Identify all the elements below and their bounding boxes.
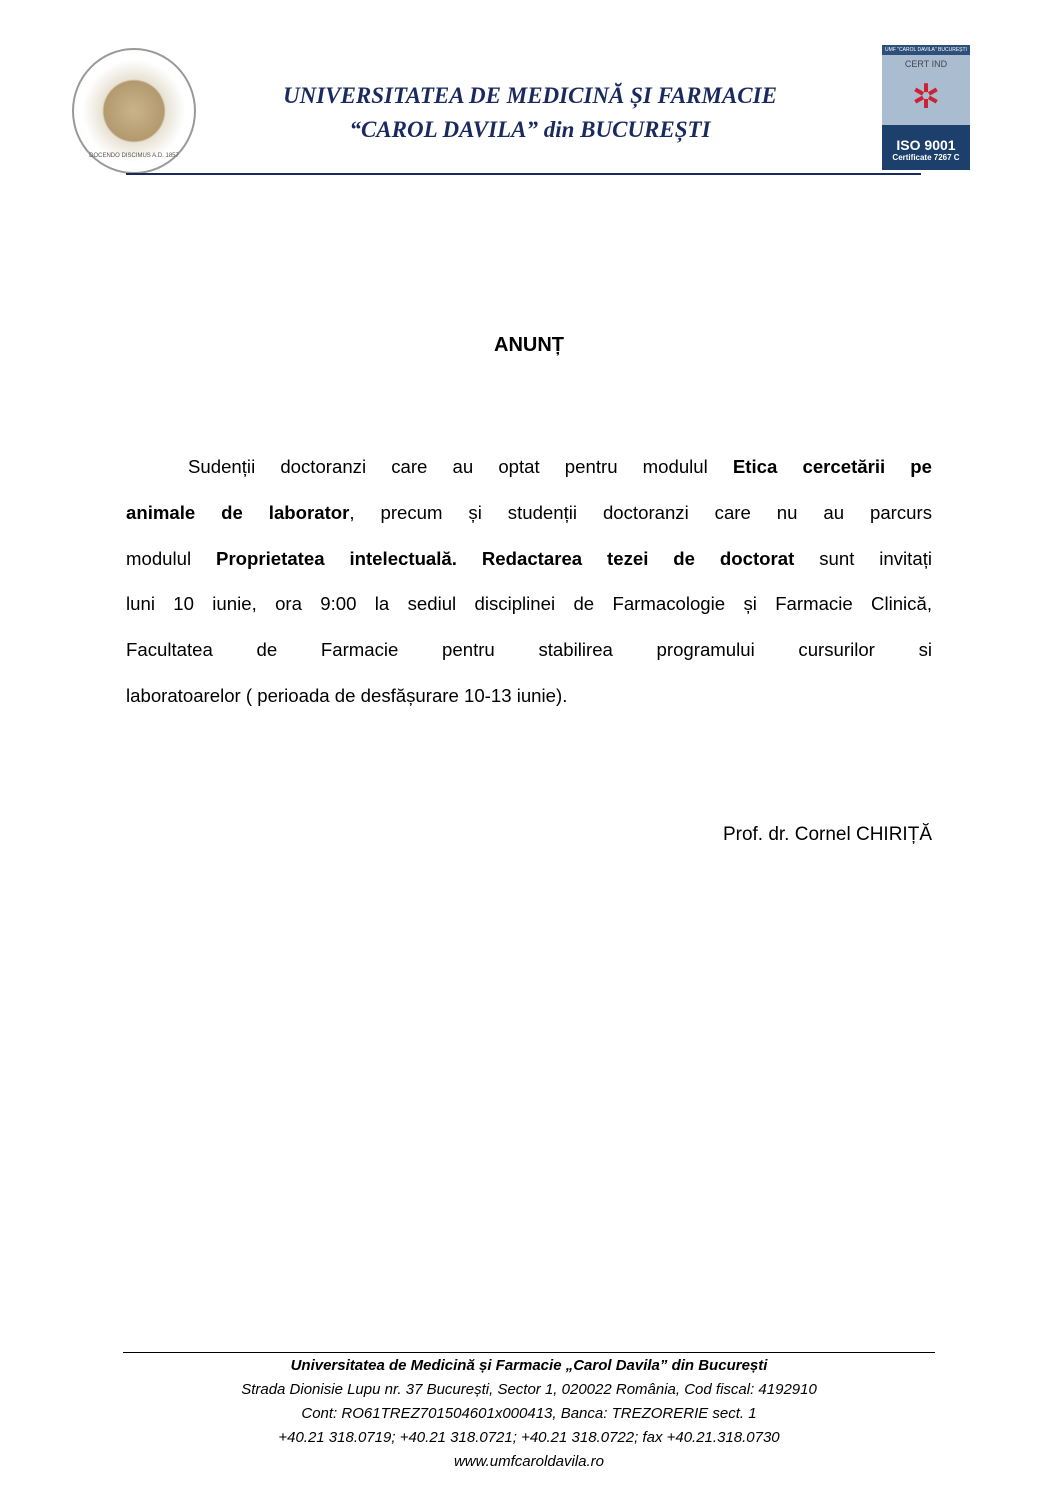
footer-divider xyxy=(123,1352,935,1353)
bold-text: Proprietatea intelectuală. Redactarea tezei de doctorat xyxy=(216,548,795,569)
body-line xyxy=(126,592,932,616)
bold-text: animale de laborator xyxy=(126,502,350,523)
bold-text: Etica cercetării pe xyxy=(732,456,932,477)
body-line xyxy=(188,455,932,479)
text: Facultatea de Farmacie pentru stabilirea programului cursurilor si xyxy=(126,639,932,660)
cert-number: Certificate 7267 C xyxy=(892,153,960,162)
text: sunt invitați xyxy=(794,548,932,569)
body-line xyxy=(126,638,932,662)
university-seal-logo xyxy=(72,48,196,174)
announcement-title: ANUNȚ xyxy=(494,334,564,356)
footer-address: Strada Dionisie Lupu nr. 37 București, Sector 1, 020022 România, Cod fiscal: 4192910 xyxy=(241,1381,817,1398)
university-name-line2: “CAROL DAVILA” din BUCUREȘTI xyxy=(349,117,711,142)
body-line xyxy=(126,547,932,571)
seal-text: DOCENDO DISCIMUS A.D. 1857 xyxy=(89,153,179,159)
footer-account: Cont: RO61TREZ701504601x000413, Banca: TREZORERIE sect. 1 xyxy=(301,1405,757,1422)
text: , precum și studenții doctoranzi care nu au parcurs xyxy=(349,502,932,523)
text: modulul xyxy=(126,548,217,569)
iso-certification-logo xyxy=(882,45,970,170)
footer-phones: +40.21 318.0719; +40.21 318.0721; +40.21 318.0722; fax +40.21.318.0730 xyxy=(278,1429,780,1446)
body-line xyxy=(126,684,932,708)
university-name-line1: UNIVERSITATEA DE MEDICINĂ ȘI FARMACIE xyxy=(283,83,777,108)
text: laboratoarelor ( perioada de desfășurare 10-13 iunie). xyxy=(126,685,568,706)
footer-institution: Universitatea de Medicină și Farmacie „Carol Davila” din București xyxy=(290,1357,768,1374)
signature: Prof. dr. Cornel CHIRIȚĂ xyxy=(722,824,932,845)
header-divider xyxy=(126,173,921,175)
body-line xyxy=(126,501,932,525)
cert-brand: CERT IND xyxy=(904,59,948,69)
cert-logo-top: UMF "CAROL DAVILA" BUCUREȘTI xyxy=(882,45,970,55)
text: Sudenții doctoranzi care au optat pentru modulul xyxy=(188,456,733,477)
footer-website[interactable]: www.umfcaroldavila.ro xyxy=(453,1453,605,1470)
text: luni 10 iunie, ora 9:00 la sediul disciplinei de Farmacologie și Farmacie Clinică, xyxy=(126,593,932,614)
iso-label: ISO 9001 xyxy=(896,137,956,153)
cert-star-icon: ✲ xyxy=(911,78,941,116)
